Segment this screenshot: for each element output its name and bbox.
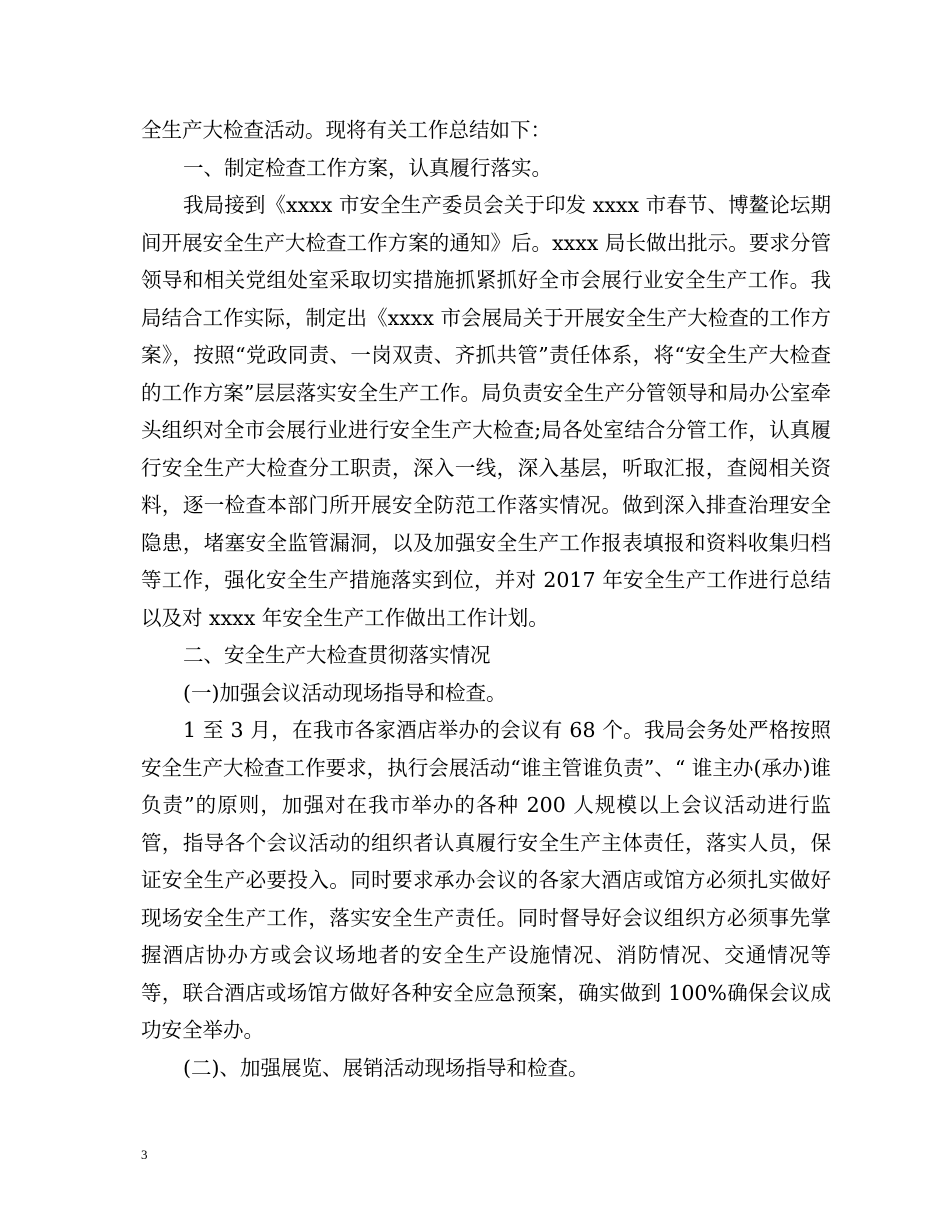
heading-section-1: 一、制定检查工作方案，认真履行落实。 (183, 155, 552, 180)
paragraph-section-1-body: 我局接到《xxxx 市安全生产委员会关于印发 xxxx 市春节、博鳌论坛期间开展安全生产大检查工作方案的通知》后。xxxx 局长做出批示。要求分管领导和相关党组处室采取切实措施抓紧抓好全市会展行业安全生产工作。我局结合工作实际，制定出《xxxx 市会展局关于开展安全生产大检查的工作方案》，按照“党政同责、一岗双责、齐抓共管”责任体系，将“安全生产大检查的工作方案”层层落实安全生产工作。局负责安全生产分管领导和局办公室牵头组织对全市会展行业进行安全生产大检查;局各处室结合分管工作，认真履行安全生产大检查分工职责，深入一线，深入基层，听取汇报，查阅相关资料，逐一检查本部门所开展安全防范工作落实情况。做到深入排查治理安全隐患，堵塞安全监管漏洞，以及加强安全生产工作报表填报和资料收集归档等工作，强化安全生产措施落实到位，并对 2017 年安全生产工作进行总结以及对 xxxx 年安全生产工作做出工作计划。 (141, 193, 831, 630)
document-body (141, 112, 831, 1087)
page-number: 3 (141, 1147, 148, 1162)
heading-subsection-2: (二)、加强展览、展销活动现场指导和检查。 (183, 1055, 589, 1080)
paragraph-subsection-1-body: 1 至 3 月，在我市各家酒店举办的会议有 68 个。我局会务处严格按照安全生产大检查工作要求，执行会展活动“谁主管谁负责”、“ 谁主办(承办)谁负责”的原则，加强对在我市举办的各种 200 人规模以上会议活动进行监管，指导各个会议活动的组织者认真履行安全生产主体责任，落实人员，保证安全生产必要投入。同时要求承办会议的各家大酒店或馆方必须扎实做好现场安全生产工作，落实安全生产责任。同时督导好会议组织方必须事先掌握酒店协办方或会议场地者的安全生产设施情况、消防情况、交通情况等等，联合酒店或场馆方做好各种安全应急预案，确实做到 100%确保会议成功安全举办。 (141, 718, 831, 1042)
heading-subsection-1: (一)加强会议活动现场指导和检查。 (183, 680, 507, 705)
paragraph-intro-continuation: 全生产大检查活动。现将有关工作总结如下： (141, 118, 551, 142)
heading-section-2: 二、安全生产大检查贯彻落实情况 (183, 643, 491, 667)
